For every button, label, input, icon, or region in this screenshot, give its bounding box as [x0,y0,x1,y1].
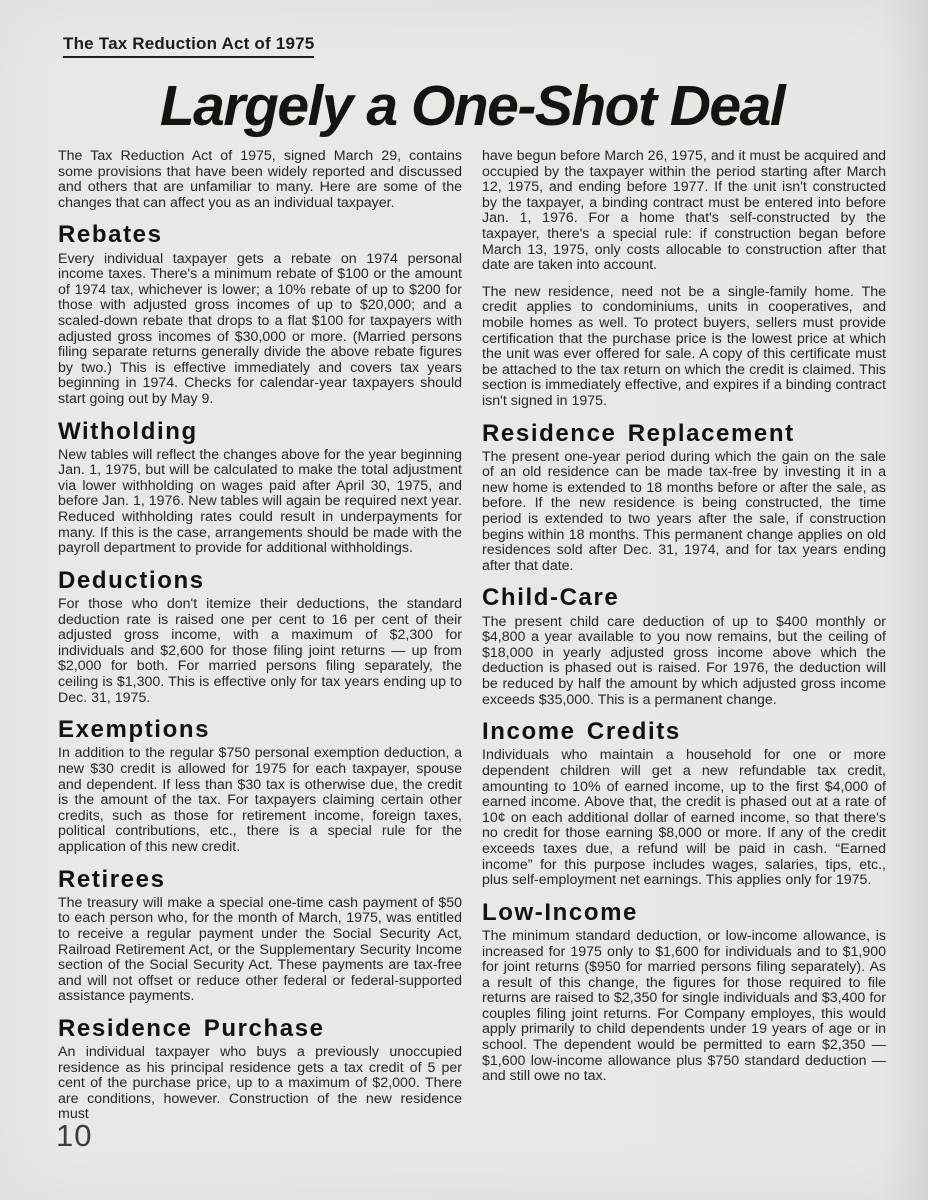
section-heading-residence-purchase: Residence Purchase [58,1014,325,1042]
right-column [482,149,886,1134]
section-body-witholding: New tables will reflect the changes above for the year beginning Jan. 1, 1975, but will be calculated to make the total adjustment via lower withholding on wages paid after April 30, 1975, and before Jan. 1, 1976. New tables will again be required next year. Reduced withholding rates could result in underpayments for many. If this is the case, arrangements should be made with the payroll department to provide for additional withholdings. [58,446,462,557]
article-columns [58,149,886,1134]
section-body-rebates: Every individual taxpayer gets a rebate on 1974 personal income taxes. There's a minimum rebate of $100 or the amount of 1974 tax, whichever is lower; a 10% rebate of up to $200 for those with adjusted gross incomes of up to $20,000; and a scaled-down rebate that drops to a flat $100 for taxpayers with adjusted gross incomes of $30,000 or more. (Married persons filing separate returns generally divide the above rebate figures by two.) This is effective immediately and covers tax years beginning in 1974. Checks for calendar-year taxpayers should start going out by May 9. [58,250,462,407]
kicker: The Tax Reduction Act of 1975 [63,34,314,58]
left-column [58,149,462,1134]
kicker-row [58,34,886,58]
section-heading-low-income: Low-Income [482,898,639,926]
page-number: 10 [56,1118,93,1153]
section-heading-retirees: Retirees [58,865,166,893]
intro-paragraph: The Tax Reduction Act of 1975, signed March 29, contains some provisions that have been widely reported and discussed and others that are unfamiliar to many. Here are some of the changes that can affect you as an individual taxpayer. [58,148,462,211]
section-heading-residence-replacement: Residence Replacement [482,419,795,447]
section-body-residence-replacement: The present one-year period during which the gain on the sale of an old residence can be made tax-free by investing it in a new home is extended to 18 months before or after the sale, as before. If the new residence is being constructed, the time period is extended to two years after the sale, if construction begins within 18 months. This permanent change applies on old residences sold after Dec. 31, 1974, and for tax years ending after that date. [482,448,886,574]
section-heading-child-care: Child-Care [482,584,620,612]
section-heading-witholding: Witholding [58,417,198,445]
section-body-income-credits: Individuals who maintain a household for one or more dependent children will get a new refundable tax credit, amounting to 10% of earned income, up to the first $4,000 of earned income. Above that, the credit is phased out at a rate of 10¢ on each additional dollar of earned income, so that there's no credit for those earning $8,000 or more. If any of the credit exceeds taxes due, a refund will be paid in cash. “Earned income” for this purpose includes wages, salaries, tips, etc., plus self-employment net earnings. This applies only for 1975. [482,747,886,889]
section-heading-deductions: Deductions [58,566,205,594]
section-body-residence-purchase: An individual taxpayer who buys a previously unoccupied residence as his principal residence gets a tax credit of 5 per cent of the purchase price, up to a maximum of $2,000. There are conditions, however. Construction of the new residence must [58,1044,462,1123]
section-body-retirees: The treasury will make a special one-time cash payment of $50 to each person who, for the month of March, 1975, was entitled to receive a regular payment under the Social Security Act, Railroad Retirement Act, or the Supplementary Security Income section of the Social Security Act. These payments are tax-free and will not offset or reduce other federal or federal-supported assistance payments. [58,894,462,1005]
section-heading-exemptions: Exemptions [58,716,211,744]
residence-purchase-continuation-2: The new residence, need not be a single-family home. The credit applies to condominiums, units in cooperatives, and mobile homes as well. To protect buyers, sellers must provide certification that the purchase price is the lowest price at which the unit was ever offered for sale. A copy of this certificate must be attached to the tax return on which the credit is claimed. This section is immediately effective, and expires if a binding contract isn't signed in 1975. [482,283,886,409]
section-body-exemptions: In addition to the regular $750 personal exemption deduction, a new $30 credit is allowed for 1975 for each taxpayer, spouse and dependent. If less than $30 tax is otherwise due, the credit is the amount of the tax. For taxpayers claiming certain other credits, such as those for retirement income, foreign taxes, political contributions, etc., there is a special rule for the application of this new credit. [58,745,462,855]
section-body-low-income: The minimum standard deduction, or low-income allowance, is increased for 1975 only to $1,600 for individuals and to $1,900 for joint returns ($950 for married persons filing separately). As a result of this change, the figures for those required to file returns are raised to $2,350 for single individuals and $3,400 for couples filing joint returns. For Company employes, this would apply primarily to child dependents under 19 years of age or in school. The dependent would be permitted to earn $2,350 — $1,600 low-income allowance plus $750 standard deduction — and still owe no tax. [482,927,886,1085]
section-body-child-care: The present child care deduction of up to $400 monthly or $4,800 a year available to you now remains, but the ceiling of $18,000 in yearly adjusted gross income above which the deduction is phased out is raised. For 1976, the deduction will be reduced by half the amount by which adjusted gross income exceeds $35,000. This is a permanent change. [482,613,886,708]
section-heading-income-credits: Income Credits [482,718,681,746]
residence-purchase-continuation-1: have begun before March 26, 1975, and it must be acquired and occupied by the taxpayer within the period starting after March 12, 1975, and ending before 1977. If the unit isn't constructed by the taxpayer, a binding contract must be entered into before Jan. 1, 1976. For a home that's self-constructed by the taxpayer, there's a special rule: if construction began before March 13, 1975, only costs allocable to construction after that date are taken into account. [482,148,886,274]
page-title: Largely a One-Shot Deal [159,74,785,138]
section-heading-rebates: Rebates [58,221,163,249]
section-body-deductions: For those who don't itemize their deductions, the standard deduction rate is raised one per cent to 16 per cent of their adjusted gross income, with a maximum of $2,300 for individuals and $2,600 for those filing joint returns — up from $2,000 for both. For married persons filing separately, the ceiling is $1,300. This is effective only for tax years ending up to Dec. 31, 1975. [58,596,462,706]
